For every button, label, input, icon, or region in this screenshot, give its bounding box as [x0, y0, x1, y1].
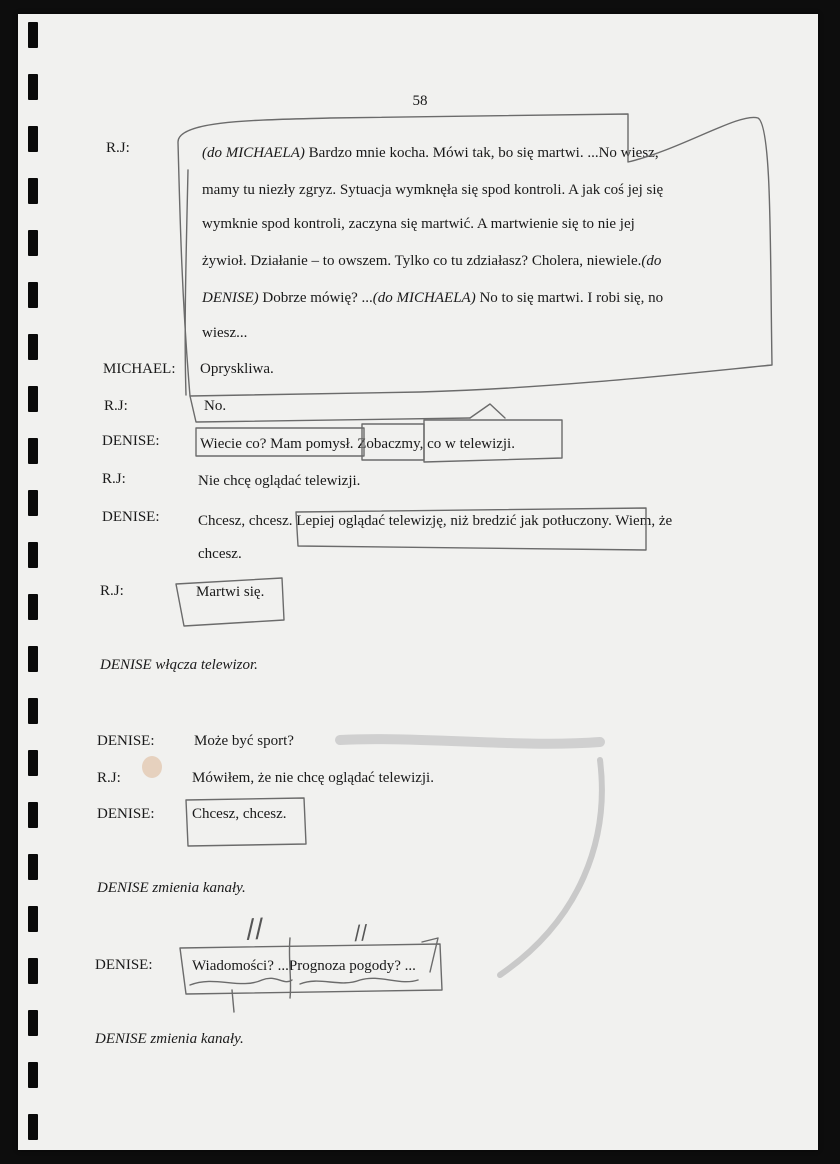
binding-hole — [28, 1010, 38, 1036]
text: Mówiłem, że nie chcę oglądać telewizji. — [192, 770, 434, 786]
binding-hole — [28, 958, 38, 984]
text: Chcesz, chcesz. — [192, 806, 287, 822]
speaker-label: DENISE: — [102, 433, 160, 449]
dialogue-line — [202, 325, 247, 342]
binding-hole — [28, 750, 38, 776]
binding-hole — [28, 906, 38, 932]
italic-text: DENISE włącza telewizor. — [100, 657, 258, 673]
text: Wiadomości? ...Prognoza pogody? ... — [192, 958, 416, 974]
italic-text: DENISE zmienia kanały. — [97, 880, 246, 896]
italic-text: (do MICHAELA) — [202, 145, 305, 161]
binding-hole — [28, 22, 38, 48]
binding-hole — [28, 1062, 38, 1088]
binding-hole — [28, 334, 38, 360]
binding-hole — [28, 594, 38, 620]
text: Dobrze mówię? ... — [258, 290, 373, 306]
text: wiesz... — [202, 325, 248, 341]
dialogue-line — [202, 182, 663, 199]
dialogue-line — [196, 584, 264, 601]
speaker-label: R.J: — [102, 471, 126, 487]
binding-hole — [28, 854, 38, 880]
speaker-label: R.J: — [97, 770, 121, 786]
dialogue-line — [202, 253, 661, 270]
handwritten-mark: // — [244, 913, 265, 945]
text: No to się martwi. I robi się, no — [475, 290, 664, 306]
binding-hole — [28, 646, 38, 672]
dialogue-line — [194, 733, 294, 750]
speaker-label: R.J: — [104, 398, 128, 414]
binding-hole — [28, 178, 38, 204]
text: Chcesz, chcesz. Lepiej oglądać telewizję, niż bredzić jak potłuczony. Wiem, że — [198, 513, 673, 529]
binding-hole — [28, 1114, 38, 1140]
text: mamy tu niezły zgryz. Sytuacja wymknęła się spod kontroli. A jak coś jej się — [202, 182, 664, 198]
text: wymknie spod kontroli, zaczyna się martwić. A martwienie się to nie jej — [202, 216, 635, 232]
dialogue-line — [192, 806, 287, 823]
speaker-label: R.J: — [100, 583, 124, 599]
text: Martwi się. — [196, 584, 265, 600]
text: Może być sport? — [194, 733, 294, 749]
italic-text: DENISE zmienia kanały. — [95, 1031, 244, 1047]
dialogue-line — [192, 958, 416, 975]
dialogue-line — [198, 546, 242, 563]
text: żywioł. Działanie – to owszem. Tylko co tu zdziałasz? Cholera, niewiele. — [202, 253, 642, 269]
speaker-label: R.J: — [106, 140, 130, 156]
dialogue-line — [200, 436, 515, 453]
speaker-label: DENISE: — [97, 733, 155, 749]
binding-hole — [28, 698, 38, 724]
stage-direction — [100, 657, 258, 674]
binding-hole — [28, 802, 38, 828]
binding-hole — [28, 126, 38, 152]
stage-direction — [97, 880, 246, 897]
italic-text: DENISE) — [202, 290, 259, 306]
dialogue-line — [198, 513, 672, 530]
dialogue-line — [204, 398, 226, 415]
binding-hole — [28, 230, 38, 256]
dialogue-line — [200, 361, 274, 378]
stage-direction — [95, 1031, 244, 1048]
dialogue-line — [202, 290, 663, 307]
dialogue-line — [192, 770, 434, 787]
dialogue-line — [202, 216, 635, 233]
text: Nie chcę oglądać telewizji. — [198, 473, 361, 489]
speaker-label: DENISE: — [95, 957, 153, 973]
page-number: 58 — [412, 93, 428, 109]
speaker-label: DENISE: — [97, 806, 155, 822]
speaker-label: DENISE: — [102, 509, 160, 525]
italic-text: (do MICHAELA) — [372, 290, 476, 306]
dialogue-line — [198, 473, 360, 490]
dialogue-line — [202, 145, 659, 162]
italic-text: (do — [641, 253, 662, 269]
binding-hole — [28, 542, 38, 568]
binding-holes — [28, 0, 42, 1164]
text: Bardzo mnie kocha. Mówi tak, bo się martwi. ...No wiesz, — [304, 145, 659, 161]
binding-hole — [28, 490, 38, 516]
handwritten-mark: // — [353, 919, 369, 945]
text: No. — [204, 398, 227, 414]
text: Opryskliwa. — [200, 361, 274, 377]
binding-hole — [28, 282, 38, 308]
speaker-label: MICHAEL: — [103, 361, 176, 377]
text: chcesz. — [198, 546, 242, 562]
text: Wiecie co? Mam pomysł. Zobaczmy, co w telewizji. — [200, 436, 515, 452]
binding-hole — [28, 438, 38, 464]
binding-hole — [28, 386, 38, 412]
